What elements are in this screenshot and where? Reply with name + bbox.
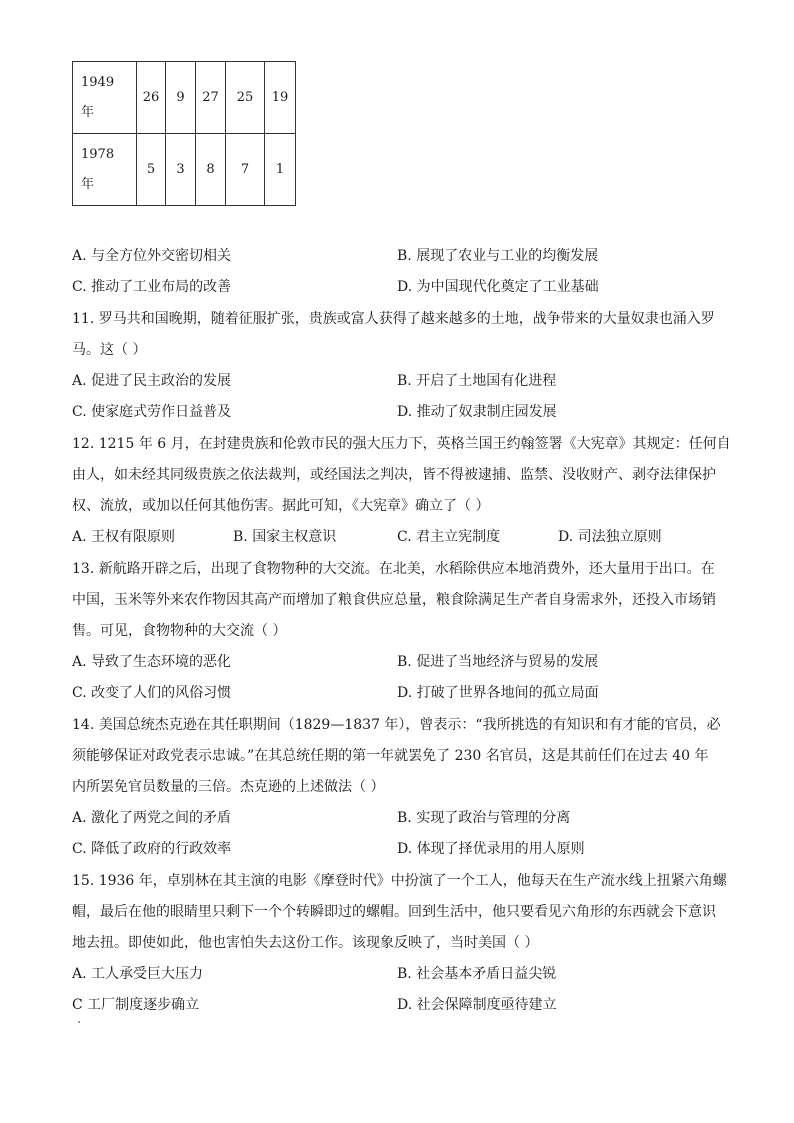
q13-stem-line2: 中国，玉米等外来农作物因其高产而增加了粮食供应总量，粮食除满足生产者自身需求外，还投入市场销 — [72, 592, 716, 608]
year-unit: 年 — [81, 176, 95, 192]
q14-stem-line2: 须能够保证对政党表示忠诚。”在其总统任期的第一年就罢免了 230 名官员，这是其前任们在过去 40 年 — [72, 748, 709, 764]
year-unit: 年 — [81, 104, 95, 120]
table-cell: 27 — [196, 62, 226, 134]
q14-option-a: A. 激化了两党之间的矛盾 — [72, 810, 232, 826]
q12-stem-line3: 权、流放，或加以任何其他伤害。据此可知，《大宪章》确立了（ ） — [72, 498, 490, 514]
q14-stem-line3: 内所罢免官员数量的三倍。杰克逊的上述做法（ ） — [72, 779, 385, 795]
table-cell: 26 — [137, 62, 166, 134]
q13-option-c: C. 改变了人们的风俗习惯 — [72, 685, 232, 701]
table-row — [73, 134, 296, 206]
table-cell: 9 — [166, 62, 196, 134]
q11-option-a: A. 促进了民主政治的发展 — [72, 373, 232, 389]
table-cell: 5 — [137, 134, 166, 206]
data-table — [72, 61, 296, 206]
q11-stem-line2: 马。这（ ） — [72, 342, 147, 358]
q13-option-a: A. 导致了生态环境的恶化 — [72, 654, 232, 670]
q11-option-b: B. 开启了土地国有化进程 — [397, 373, 557, 389]
year-value: 1978 — [81, 146, 115, 162]
q15-option-d: D. 社会保障制度亟待建立 — [397, 997, 557, 1013]
table-cell: 1 — [265, 134, 296, 206]
q11-option-c: C. 使家庭式劳作日益普及 — [72, 404, 232, 420]
year-value: 1949 — [81, 74, 115, 90]
q10-option-c: C. 推动了工业布局的改善 — [72, 279, 232, 295]
q15-option-c: C 工厂制度逐步确立 — [72, 997, 200, 1013]
table-cell: 7 — [226, 134, 265, 206]
q13-option-d: D. 打破了世界各地间的孤立局面 — [397, 685, 599, 701]
q15-stem-line3: 地去扭。即使如此，他也害怕失去这份工作。该现象反映了，当时美国（ ） — [72, 935, 539, 951]
q12-stem-line2: 由人，如未经其同级贵族之依法裁判，或经国法之判决，皆不得被逮捕、监禁、没收财产、剥夺法律保护 — [72, 467, 716, 483]
q15-stem-line1: 15. 1936 年，卓别林在其主演的电影《摩登时代》中扮演了一个工人，他每天在生产流水线上扭紧六角螺 — [72, 873, 727, 889]
q13-stem-line3: 售。可见，食物物种的大交流（ ） — [72, 623, 287, 639]
q10-option-d: D. 为中国现代化奠定了工业基础 — [397, 279, 599, 295]
q12-stem-line1: 12. 1215 年 6 月，在封建贵族和伦敦市民的强大压力下，英格兰国王约翰签署《大宪章》其规定：任何自 — [72, 436, 731, 452]
table-row — [73, 62, 296, 134]
table-cell: 8 — [196, 134, 226, 206]
q10-option-b: B. 展现了农业与工业的均衡发展 — [397, 248, 599, 264]
table-cell: 25 — [226, 62, 265, 134]
q11-option-d: D. 推动了奴隶制庄园发展 — [397, 404, 557, 420]
q11-stem-line1: 11. 罗马共和国晚期，随着征服扩张，贵族或富人获得了越来越多的土地，战争带来的大量奴隶也涌入罗 — [72, 311, 715, 327]
q13-stem-line1: 13. 新航路开辟之后，出现了食物物种的大交流。在北美，水稻除供应本地消费外，还大量用于出口。在 — [72, 561, 715, 577]
q14-option-d: D. 体现了择优录用的用人原则 — [397, 841, 585, 857]
q12-option-a: A. 王权有限原则 — [72, 529, 176, 545]
table-cell: 19 — [265, 62, 296, 134]
q15-option-a: A. 工人承受巨大压力 — [72, 966, 204, 982]
q14-stem-line1: 14. 美国总统杰克逊在其任职期间（1829—1837 年），曾表示：“我所挑选的有知识和有才能的官员，必 — [72, 717, 721, 733]
q13-option-b: B. 促进了当地经济与贸易的发展 — [397, 654, 599, 670]
q12-option-c: C. 君主立宪制度 — [397, 529, 501, 545]
year-cell — [73, 134, 137, 206]
year-cell — [73, 62, 137, 134]
q10-option-a: A. 与全方位外交密切相关 — [72, 248, 232, 264]
q15-option-b: B. 社会基本矛盾日益尖锐 — [397, 966, 557, 982]
q12-option-d: D. 司法独立原则 — [558, 529, 662, 545]
scan-speck — [78, 1021, 80, 1023]
q14-option-b: B. 实现了政治与管理的分离 — [397, 810, 571, 826]
q12-option-b: B. 国家主权意识 — [233, 529, 337, 545]
table-cell: 3 — [166, 134, 196, 206]
q14-option-c: C. 降低了政府的行政效率 — [72, 841, 232, 857]
q15-stem-line2: 帽，最后在他的眼睛里只剩下一个个转瞬即过的螺帽。回到生活中，他只要看见六角形的东西就会下意识 — [72, 904, 716, 920]
